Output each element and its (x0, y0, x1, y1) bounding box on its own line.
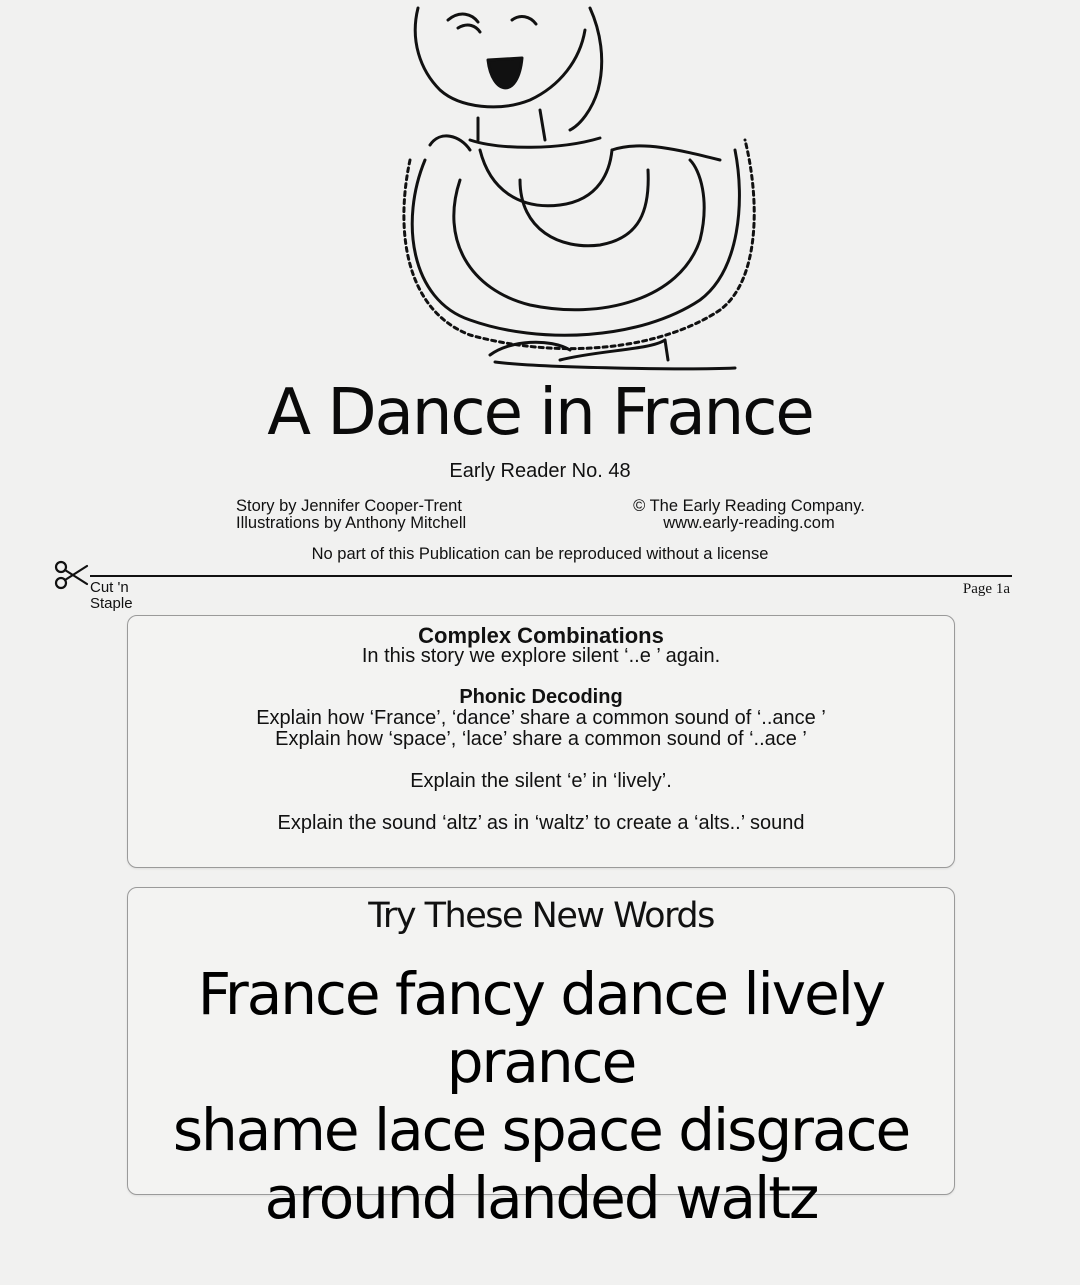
cut-line (90, 575, 1012, 577)
word-line: around landed waltz (264, 1164, 818, 1232)
copyright-notice: © The Early Reading Company. (633, 497, 865, 515)
new-words-box (127, 887, 955, 1232)
illustrations-credit: Illustrations by Anthony Mitchell (236, 514, 467, 532)
story-credit: Story by Jennifer Cooper-Trent (236, 497, 462, 515)
publisher-credits (620, 498, 878, 532)
complex-combinations-box (127, 615, 955, 868)
new-words-heading: Try These New Words (368, 896, 714, 936)
phonic-decoding-heading: Phonic Decoding (459, 686, 623, 708)
combinations-heading: Complex Combinations (418, 623, 664, 648)
scissors-icon (53, 560, 89, 590)
cut-label: Cut 'n Staple (90, 579, 133, 612)
new-words-list (128, 960, 954, 1232)
book-subtitle: Early Reader No. 48 (449, 460, 631, 482)
word-line: shame lace space disgrace (172, 1096, 910, 1164)
phonic-line: Explain the sound ‘altz’ as in ‘waltz’ to create a ‘alts..’ sound (277, 812, 805, 834)
phonic-line: Explain how ‘space’, ‘lace’ share a common sound of ‘..ace ’ (275, 728, 807, 750)
page-number: Page 1a (962, 581, 1010, 597)
word-line: France fancy dance lively prance (197, 960, 885, 1096)
dancing-girl-illustration (0, 0, 1080, 380)
website-link[interactable]: www.early-reading.com (663, 514, 835, 532)
book-title: A Dance in France (267, 376, 813, 450)
license-notice: No part of this Publication can be reproduced without a license (311, 545, 769, 563)
combinations-intro: In this story we explore silent ‘..e ’ again. (361, 645, 721, 667)
author-credits (236, 498, 466, 532)
phonic-line: Explain how ‘France’, ‘dance’ share a common sound of ‘..ance ’ (256, 707, 826, 729)
phonic-line: Explain the silent ‘e’ in ‘lively’. (410, 770, 672, 792)
